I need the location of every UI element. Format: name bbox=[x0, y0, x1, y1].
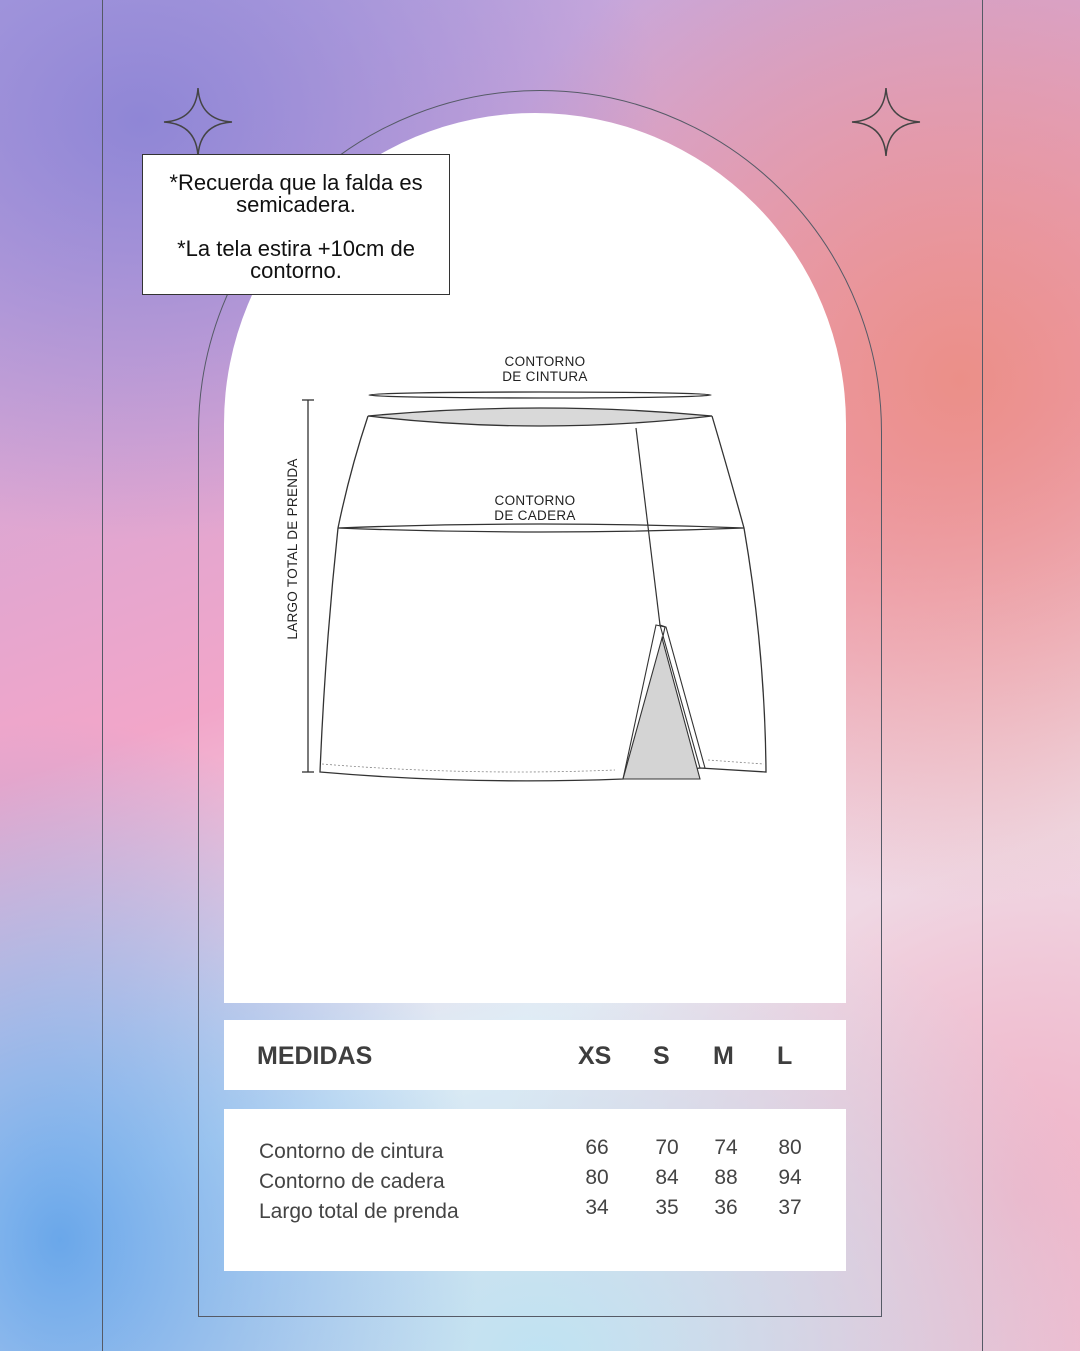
size-xs: XS bbox=[578, 1042, 612, 1070]
cell-m: 74 bbox=[714, 1136, 738, 1159]
size-l: L bbox=[777, 1042, 793, 1070]
cell-s: 70 bbox=[655, 1136, 679, 1159]
cell-xs: 80 bbox=[585, 1166, 609, 1189]
note-semicadera: *Recuerda que la falda es semicadera. bbox=[169, 170, 423, 217]
cell-xs: 66 bbox=[585, 1136, 609, 1159]
hip-measure-band bbox=[338, 524, 744, 532]
waist-label-line2: DE CINTURA bbox=[502, 369, 588, 384]
size-table-body bbox=[224, 1109, 846, 1271]
cell-l: 94 bbox=[778, 1166, 802, 1189]
row-label: Largo total de prenda bbox=[259, 1200, 459, 1223]
cell-l: 80 bbox=[778, 1136, 802, 1159]
cell-m: 88 bbox=[714, 1166, 738, 1189]
hem-stitch bbox=[322, 764, 615, 772]
hem-stitch-right bbox=[708, 760, 764, 764]
panel-seam bbox=[636, 428, 660, 625]
row-label: Contorno de cadera bbox=[259, 1170, 445, 1193]
size-table-header bbox=[224, 1020, 846, 1090]
table-title: MEDIDAS bbox=[257, 1042, 373, 1070]
hip-label-line1: CONTORNO bbox=[494, 493, 576, 508]
hip-label-line2: DE CADERA bbox=[494, 508, 576, 523]
size-m: M bbox=[713, 1042, 734, 1070]
cell-s: 35 bbox=[655, 1196, 679, 1219]
cell-s: 84 bbox=[655, 1166, 679, 1189]
cell-m: 36 bbox=[714, 1196, 738, 1219]
table-row bbox=[224, 1166, 846, 1196]
row-label: Contorno de cintura bbox=[259, 1140, 444, 1163]
waistband bbox=[368, 408, 712, 426]
note-stretch: *La tela estira +10cm de contorno. bbox=[177, 236, 415, 283]
length-label: LARGO TOTAL DE PRENDA bbox=[285, 458, 300, 640]
cell-xs: 34 bbox=[585, 1196, 609, 1219]
table-row bbox=[224, 1136, 846, 1166]
waist-label-line1: CONTORNO bbox=[504, 354, 586, 369]
table-row bbox=[224, 1196, 846, 1226]
skirt-outline bbox=[320, 416, 766, 781]
cell-l: 37 bbox=[778, 1196, 802, 1219]
waist-measure-band bbox=[369, 392, 711, 398]
size-s: S bbox=[653, 1042, 670, 1070]
